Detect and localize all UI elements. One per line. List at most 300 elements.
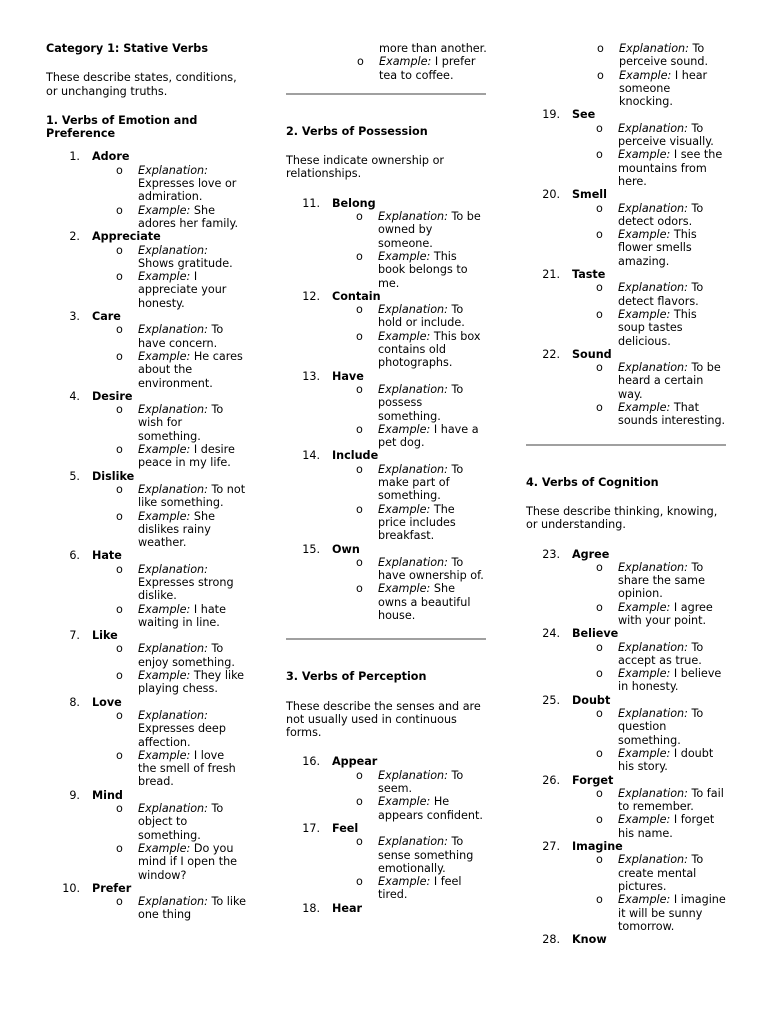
bullet-icon: o xyxy=(597,68,604,82)
verb-word: Sound xyxy=(572,347,612,361)
explanation-label: Explanation: xyxy=(618,121,688,135)
verb-details xyxy=(92,642,246,695)
explanation-label: Explanation: xyxy=(138,642,208,656)
verb-word: Hear xyxy=(332,901,363,915)
verb-item-forget xyxy=(526,774,726,840)
verb-number: 10. xyxy=(62,881,80,895)
example-label: Example: xyxy=(138,203,191,217)
verb-item-adore xyxy=(46,150,246,230)
verb-details xyxy=(572,202,726,268)
section-description-cognition: These describe thinking, knowing, or understanding. xyxy=(526,504,718,532)
verb-details xyxy=(332,303,486,369)
bullet-icon: o xyxy=(116,403,123,417)
explanation-item xyxy=(572,787,726,814)
explanation-label: Explanation: xyxy=(138,482,208,496)
explanation-label: Explanation: xyxy=(138,708,208,722)
example-text: I desire peace in my life. xyxy=(138,443,235,470)
explanation-label: Explanation: xyxy=(618,560,688,574)
bullet-icon: o xyxy=(596,560,603,574)
explanation-item xyxy=(92,563,246,603)
example-label: Example: xyxy=(378,795,431,809)
verb-word: Appreciate xyxy=(92,230,161,244)
example-item xyxy=(572,601,726,628)
example-item xyxy=(92,842,246,882)
explanation-text: To possess something. xyxy=(378,382,464,423)
example-label: Example: xyxy=(378,422,431,436)
verb-number: 22. xyxy=(542,347,560,361)
bullet-icon: o xyxy=(116,669,123,683)
bullet-icon: o xyxy=(596,361,603,375)
verb-item-care xyxy=(46,310,246,390)
explanation-item xyxy=(526,42,727,69)
verb-word: Imagine xyxy=(572,840,623,854)
section-title-cognition: 4. Verbs of Cognition xyxy=(526,475,659,489)
verb-details xyxy=(332,463,486,543)
explanation-item xyxy=(572,202,726,229)
bullet-icon: o xyxy=(356,303,363,317)
example-label: Example: xyxy=(138,443,191,457)
example-item xyxy=(92,669,246,696)
column-1 xyxy=(46,42,246,922)
example-label: Example: xyxy=(618,893,671,907)
explanation-text: Shows gratitude. xyxy=(138,256,233,270)
explanation-item xyxy=(572,707,726,747)
bullet-icon: o xyxy=(116,895,123,909)
example-text: This flower smells amazing. xyxy=(618,228,697,268)
explanation-label: Explanation: xyxy=(378,303,448,317)
explanation-label: Explanation: xyxy=(378,382,448,396)
verb-item-belong xyxy=(286,197,486,290)
example-label: Example: xyxy=(138,270,191,284)
bullet-icon: o xyxy=(596,640,603,654)
explanation-text: To hold or include. xyxy=(378,303,465,330)
verb-number: 15. xyxy=(302,542,320,556)
verb-item-doubt xyxy=(526,694,726,774)
bullet-icon: o xyxy=(356,875,363,889)
example-text: I imagine it will be sunny tomorrow. xyxy=(618,893,726,933)
bullet-icon: o xyxy=(116,802,123,816)
verb-word: See xyxy=(572,108,596,122)
verb-item-believe xyxy=(526,627,726,693)
verb-number: 4. xyxy=(69,389,80,403)
verb-details xyxy=(92,802,246,882)
verb-word: Care xyxy=(92,310,121,324)
verb-number: 12. xyxy=(302,289,320,303)
verb-number: 6. xyxy=(69,549,80,563)
bullet-icon: o xyxy=(596,401,603,415)
bullet-icon: o xyxy=(356,555,363,569)
example-text: She owns a beautiful house. xyxy=(378,582,471,622)
section-title-emotion: 1. Verbs of Emotion and Preference xyxy=(46,113,198,141)
bullet-icon: o xyxy=(116,163,123,177)
bullet-icon: o xyxy=(596,667,603,681)
bullet-icon: o xyxy=(356,502,363,516)
verb-number: 27. xyxy=(542,840,560,854)
verb-word: Like xyxy=(92,629,118,643)
explanation-label: Explanation: xyxy=(138,562,208,576)
example-text: He appears confident. xyxy=(378,795,483,822)
example-item xyxy=(92,443,246,470)
explanation-text: Expresses deep affection. xyxy=(138,722,226,749)
bullet-icon: o xyxy=(116,509,123,523)
example-text: I have a pet dog. xyxy=(378,422,479,450)
explanation-item xyxy=(92,483,246,510)
section-description-possession: These indicate ownership or relationships. xyxy=(286,154,445,181)
explanation-item xyxy=(92,709,246,749)
example-item xyxy=(92,510,246,550)
bullet-icon: o xyxy=(356,582,363,596)
verb-item-prefer xyxy=(46,882,246,922)
example-text: I agree with your point. xyxy=(618,600,713,627)
explanation-text: To question something. xyxy=(618,707,704,747)
verb-word: Have xyxy=(332,369,364,383)
explanation-text: To wish for something. xyxy=(138,403,224,443)
bullet-icon: o xyxy=(116,708,123,722)
explanation-label: Explanation: xyxy=(378,555,448,569)
bullet-icon: o xyxy=(356,249,363,263)
verb-word: Taste xyxy=(572,268,606,282)
bullet-icon: o xyxy=(596,786,603,800)
verb-details xyxy=(332,835,486,901)
explanation-label: Explanation: xyxy=(138,802,208,816)
verb-word: Agree xyxy=(572,547,610,561)
verb-item-imagine xyxy=(526,840,726,933)
verb-details xyxy=(332,210,486,290)
verb-number: 16. xyxy=(302,755,320,769)
example-label: Example: xyxy=(618,813,671,827)
verb-item-like xyxy=(46,629,246,695)
verb-word: Adore xyxy=(92,150,130,164)
explanation-item xyxy=(92,403,246,443)
explanation-item xyxy=(572,361,726,401)
bullet-icon: o xyxy=(116,443,123,457)
bullet-icon: o xyxy=(116,748,123,762)
explanation-item xyxy=(92,642,246,669)
section-divider xyxy=(286,93,486,95)
example-label: Example: xyxy=(618,746,671,760)
verb-item-appear xyxy=(286,755,486,821)
explanation-text: To enjoy something. xyxy=(138,642,235,669)
explanation-text: To share the same opinion. xyxy=(618,560,705,601)
explanation-text: To have concern. xyxy=(138,323,224,350)
verb-details-continued xyxy=(526,42,726,108)
verb-details xyxy=(92,709,246,789)
verb-item-sound xyxy=(526,348,726,428)
example-label: Example: xyxy=(618,148,671,162)
verb-number: 20. xyxy=(542,188,560,202)
verb-list-perception xyxy=(286,755,486,915)
example-label: Example: xyxy=(138,669,191,683)
example-item xyxy=(332,503,486,543)
verb-word: Feel xyxy=(332,821,359,835)
explanation-text: To perceive visually. xyxy=(618,121,714,149)
example-label: Example: xyxy=(618,307,671,321)
explanation-text-part2: more than another. xyxy=(379,42,487,55)
explanation-label: Explanation: xyxy=(618,707,688,721)
explanation-text: To accept as true. xyxy=(618,640,704,667)
bullet-icon: o xyxy=(116,203,123,217)
explanation-label: Explanation: xyxy=(618,786,688,800)
example-label: Example: xyxy=(378,249,431,263)
explanation-label: Explanation: xyxy=(138,243,208,257)
explanation-item xyxy=(92,802,246,842)
explanation-label: Explanation: xyxy=(138,403,208,417)
explanation-item xyxy=(332,383,486,423)
explanation-text: To detect flavors. xyxy=(618,281,704,308)
verb-item-desire xyxy=(46,390,246,470)
explanation-item xyxy=(92,244,246,271)
verb-details xyxy=(572,707,726,773)
explanation-label: Explanation: xyxy=(378,835,448,849)
verb-details xyxy=(332,556,486,622)
explanation-text: To perceive sound. xyxy=(619,42,709,69)
example-item xyxy=(332,795,486,822)
verb-word: Hate xyxy=(92,549,122,563)
verb-number: 7. xyxy=(69,629,80,643)
section-title-perception: 3. Verbs of Perception xyxy=(286,670,427,684)
verb-item-appreciate xyxy=(46,230,246,310)
verb-details xyxy=(332,383,486,449)
bullet-icon: o xyxy=(596,600,603,614)
bullet-icon: o xyxy=(596,893,603,907)
verb-item-love xyxy=(46,696,246,789)
category-description: These describe states, conditions, or unchanging truths. xyxy=(46,71,237,98)
verb-details-continued xyxy=(286,42,486,82)
example-label: Example: xyxy=(379,55,432,69)
verb-word: Doubt xyxy=(572,693,611,707)
example-text: This box contains old photographs. xyxy=(378,329,481,370)
verb-list-emotion xyxy=(46,150,246,921)
verb-number: 11. xyxy=(302,196,320,210)
example-label: Example: xyxy=(618,228,671,242)
explanation-text: To object to something. xyxy=(138,802,224,842)
bullet-icon: o xyxy=(596,201,603,215)
explanation-item xyxy=(92,323,246,350)
example-label: Example: xyxy=(378,329,431,343)
verb-details xyxy=(572,787,726,840)
verb-word: Forget xyxy=(572,773,614,787)
verb-item-see xyxy=(526,108,726,188)
explanation-text: To seem. xyxy=(378,768,464,796)
verb-item-hate xyxy=(46,549,246,629)
verb-word: Smell xyxy=(572,188,607,202)
explanation-label: Explanation: xyxy=(618,853,688,867)
section-divider xyxy=(286,638,486,640)
bullet-icon: o xyxy=(596,121,603,135)
verb-word: Prefer xyxy=(92,881,132,895)
verb-number: 24. xyxy=(542,627,560,641)
verb-number: 19. xyxy=(542,108,560,122)
bullet-icon: o xyxy=(597,42,604,55)
bullet-icon: o xyxy=(596,746,603,760)
example-item xyxy=(572,893,726,933)
explanation-item xyxy=(92,164,246,204)
verb-number: 25. xyxy=(542,693,560,707)
explanation-text: To be heard a certain way. xyxy=(618,361,721,401)
bullet-icon: o xyxy=(356,795,363,809)
verb-word: Love xyxy=(92,695,122,709)
example-item xyxy=(92,204,246,231)
verb-details xyxy=(572,281,726,347)
example-text: I forget his name. xyxy=(618,813,715,840)
example-label: Example: xyxy=(138,841,191,855)
verb-item-hear xyxy=(286,902,486,915)
explanation-text: To make part of something. xyxy=(378,462,464,503)
verb-item-mind xyxy=(46,789,246,882)
example-item xyxy=(572,308,726,348)
verb-number: 21. xyxy=(542,268,560,282)
verb-details xyxy=(332,769,486,822)
example-item xyxy=(526,69,727,109)
bullet-icon: o xyxy=(596,148,603,162)
explanation-label: Explanation: xyxy=(378,768,448,782)
explanation-text: To create mental pictures. xyxy=(618,853,704,893)
example-item xyxy=(332,423,486,450)
verb-word: Desire xyxy=(92,389,133,403)
example-text: I prefer tea to coffee. xyxy=(379,55,476,82)
verb-word: Appear xyxy=(332,755,378,769)
example-text: The price includes breakfast. xyxy=(378,502,456,543)
verb-item-know xyxy=(526,933,726,946)
example-item xyxy=(286,55,487,82)
verb-number: 8. xyxy=(69,695,80,709)
verb-item-dislike xyxy=(46,470,246,550)
verb-10-continuation xyxy=(286,42,486,82)
explanation-label: Explanation: xyxy=(619,42,689,55)
example-text: I see the mountains from here. xyxy=(618,148,723,188)
explanation-label: Explanation: xyxy=(378,210,448,224)
verb-number: 2. xyxy=(69,230,80,244)
column-3 xyxy=(526,42,726,946)
verb-word: Dislike xyxy=(92,469,135,483)
example-label: Example: xyxy=(138,349,191,363)
explanation-text: Expresses love or admiration. xyxy=(138,177,237,204)
example-item xyxy=(572,667,726,694)
explanation-label: Explanation: xyxy=(618,361,688,375)
explanation-item xyxy=(92,895,246,922)
explanation-text: Expresses strong dislike. xyxy=(138,575,234,603)
verb-number: 17. xyxy=(302,821,320,835)
bullet-icon: o xyxy=(356,422,363,436)
bullet-icon: o xyxy=(596,307,603,321)
example-item xyxy=(332,250,486,290)
bullet-icon: o xyxy=(116,482,123,496)
bullet-icon: o xyxy=(357,55,364,69)
bullet-icon: o xyxy=(116,349,123,363)
example-item xyxy=(92,749,246,789)
explanation-item xyxy=(332,769,486,796)
example-text: She dislikes rainy weather. xyxy=(138,509,215,550)
verb-word: Contain xyxy=(332,289,381,303)
explanation-text: To sense something emotionally. xyxy=(378,835,474,875)
verb-number: 13. xyxy=(302,369,320,383)
example-label: Example: xyxy=(138,748,191,762)
verb-details xyxy=(92,244,246,310)
explanation-text-part1: To like one thing xyxy=(138,895,246,922)
explanation-item xyxy=(572,122,726,149)
explanation-item xyxy=(572,561,726,601)
bullet-icon: o xyxy=(356,210,363,224)
explanation-item xyxy=(572,641,726,668)
bullet-icon: o xyxy=(116,323,123,337)
example-text: I feel tired. xyxy=(378,875,462,902)
verb-number: 26. xyxy=(542,773,560,787)
example-item xyxy=(92,270,246,310)
example-item xyxy=(92,603,246,630)
verb-word: Know xyxy=(572,933,607,947)
example-item xyxy=(572,401,726,428)
verb-item-smell xyxy=(526,188,726,268)
bullet-icon: o xyxy=(356,329,363,343)
explanation-label: Explanation: xyxy=(618,640,688,654)
explanation-label: Explanation: xyxy=(138,895,208,909)
explanation-label: Explanation: xyxy=(618,281,688,295)
verb-number: 14. xyxy=(302,449,320,463)
example-text: That sounds interesting. xyxy=(618,401,726,428)
explanation-text: To fail to remember. xyxy=(618,786,724,814)
verb-item-have xyxy=(286,370,486,450)
explanation-label: Explanation: xyxy=(138,323,208,337)
explanation-item xyxy=(572,853,726,893)
verb-details xyxy=(92,895,246,922)
bullet-icon: o xyxy=(116,642,123,656)
verb-list-possession xyxy=(286,197,486,623)
example-item xyxy=(92,350,246,390)
example-label: Example: xyxy=(138,602,191,616)
example-label: Example: xyxy=(618,667,671,681)
verb-details xyxy=(572,853,726,933)
verb-number: 28. xyxy=(542,933,560,947)
section-title-possession: 2. Verbs of Possession xyxy=(286,124,428,138)
verb-details xyxy=(92,403,246,469)
example-item xyxy=(572,747,726,774)
bullet-icon: o xyxy=(116,562,123,576)
example-text: I appreciate your honesty. xyxy=(138,270,227,310)
verb-details xyxy=(572,122,726,188)
bullet-icon: o xyxy=(116,841,123,855)
explanation-label: Explanation: xyxy=(138,163,208,177)
verb-number: 1. xyxy=(69,150,80,164)
verb-details xyxy=(92,483,246,549)
section-divider xyxy=(526,444,726,446)
verb-number: 9. xyxy=(69,788,80,802)
example-text: I believe in honesty. xyxy=(618,667,722,694)
verb-number: 23. xyxy=(542,547,560,561)
example-label: Example: xyxy=(138,509,191,523)
verb-18-continuation xyxy=(526,42,726,108)
explanation-text: To be owned by someone. xyxy=(378,210,481,250)
example-text: I love the smell of fresh bread. xyxy=(138,748,236,789)
section-description-perception: These describe the senses and are not usually used in continuous forms. xyxy=(286,699,481,740)
example-label: Example: xyxy=(618,401,671,415)
bullet-icon: o xyxy=(356,835,363,849)
example-item xyxy=(572,148,726,188)
verb-item-taste xyxy=(526,268,726,348)
verb-item-feel xyxy=(286,822,486,902)
bullet-icon: o xyxy=(356,462,363,476)
verb-details xyxy=(572,641,726,694)
bullet-icon: o xyxy=(596,281,603,295)
verb-item-contain xyxy=(286,290,486,370)
verb-number: 18. xyxy=(302,901,320,915)
example-text: I hate waiting in line. xyxy=(138,602,226,629)
explanation-text: To have ownership of. xyxy=(378,555,484,583)
example-item xyxy=(332,582,486,622)
verb-details xyxy=(92,563,246,629)
bullet-icon: o xyxy=(596,853,603,867)
example-text: Do you mind if I open the window? xyxy=(138,841,238,882)
example-label: Example: xyxy=(378,502,431,516)
